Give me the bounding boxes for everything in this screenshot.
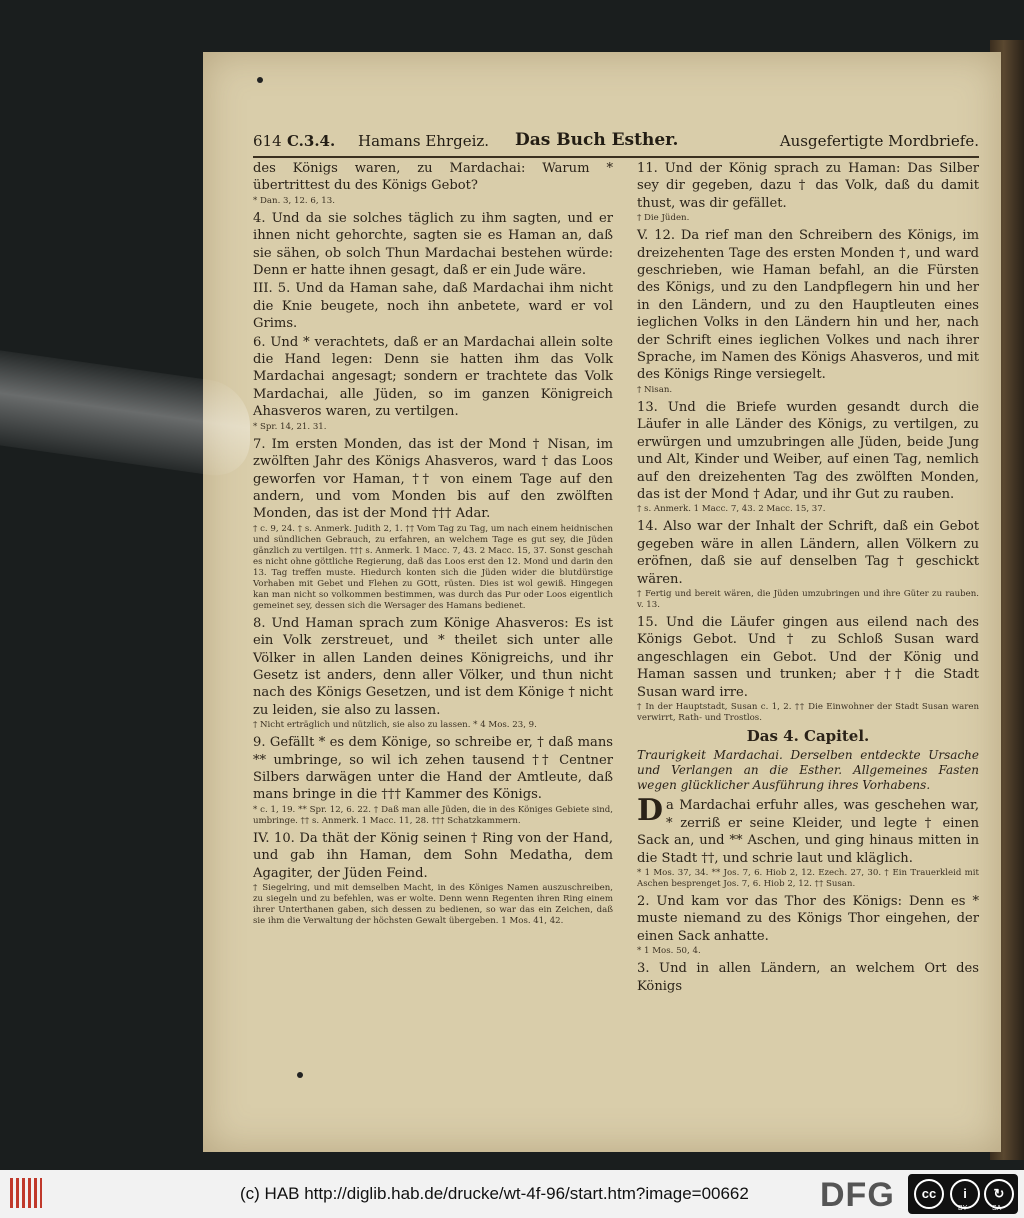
chapter-heading [637, 728, 979, 745]
verse-paragraph [253, 210, 613, 280]
cc-icon: cc [914, 1179, 944, 1209]
copyright-link[interactable]: (c) HAB http://diglib.hab.de/drucke/wt-4f-96/start.htm?image=00662 [240, 1184, 749, 1203]
left-text-column [253, 160, 613, 930]
right-text-column [637, 160, 979, 996]
text: 6. Und * verachtets, daß er an Mardachai allein solte die Hand legen: Denn sie hatten ihm das Volk Mardachai angesagt; sondern er trachtete das Volk Mardachai, alle Jüden, so im ganzen Königreich Ahasveros waren, zu vertilgen. [253, 334, 613, 420]
drop-capital: D [637, 793, 664, 829]
page-hole [257, 77, 263, 83]
verse-paragraph [253, 734, 613, 804]
text: † Nisan. [637, 384, 673, 395]
text: 13. Und die Briefe wurden gesandt durch die Läufer in alle Länder des Königs, zu vertilgen, zu erwürgen und umzubringen alle Jüden, beide Jung und Alt, Kinder und Weiber, auf einen Tag, nemlich auf den dreizehenten Tag des zwölften Monden, das ist der Mond † Adar, und ihr Gut zu rauben. [637, 399, 979, 502]
footnote [637, 868, 979, 890]
text: 3. Und in allen Ländern, an welchem Ort des Königs [637, 961, 979, 994]
text: 14. Also war der Inhalt der Schrift, daß ein Gebot gegeben wäre in allen Ländern, allen Völkern zu eröfnen, daß sie auf denselben Tag † geschickt wären. [637, 519, 979, 587]
footnote [637, 702, 979, 724]
by-person-icon: i [950, 1179, 980, 1209]
text: Das 4. Capitel. [746, 726, 870, 745]
text: † Siegelring, und mit demselben Macht, in des Königes Namen auszuschreiben, zu siegeln und zu befehlen, was er wolte. Denn wenn Regenten ihren Ring einem ihrer Unterthanen gaben, sich dessen zu bedienen, so war das ein Zeichen, daß sie ihm die Verwaltung der höchsten Gewalt übergeben. 1 Mos. 41, 42. [253, 883, 613, 926]
footnote [253, 422, 613, 433]
text: 9. Gefällt * es dem Könige, so schreibe er, † daß mans ** umbringe, so wil ich zehen tausend †† Centner Silbers darwägen unter die Hand der Amtleute, daß mans bringe in die ††† Kammer des Königs. [253, 735, 613, 803]
text: * 1 Mos. 50, 4. [637, 946, 701, 957]
verse-paragraph [253, 436, 613, 523]
text: des Königs waren, zu Mardachai: Warum * übertrittest du des Königs Gebot? [253, 161, 613, 194]
right-running-title: Ausgefertigte Mordbriefe. [779, 132, 979, 150]
footnote [637, 504, 979, 515]
verse-paragraph [253, 160, 613, 195]
running-header [253, 130, 979, 158]
sa-share-icon: ↻ [984, 1179, 1014, 1209]
license-by-label: BY [958, 1205, 968, 1212]
footnote [253, 196, 613, 207]
verse-paragraph [637, 893, 979, 945]
text: † Fertig und bereit wären, die Jüden umzubringen und ihre Güter zu rauben. v. 13. [637, 588, 979, 610]
left-running-title: Hamans Ehrgeiz. [358, 132, 490, 150]
text: Traurigkeit Mardachai. Derselben entdeckte Ursache und Verlangen an die Esther. Allgemeines Fasten wegen glücklicher Ausführung ihres Vorhabens. [637, 748, 979, 793]
footnote [637, 946, 979, 957]
text: IV. 10. Da thät der König seinen † Ring von der Hand, und gab ihn Haman, dem Sohn Medatha, dem Agagiter, der Jüden Feind. [253, 830, 613, 881]
footer-bar [0, 1170, 1024, 1218]
text: * 1 Mos. 37, 34. ** Jos. 7, 6. Hiob 2, 12. Ezech. 27, 30. † Ein Trauerkleid mit Aschen besprenget Jos. 7, 6. Hiob 2, 12. †† Susan. [637, 868, 979, 889]
footnote [253, 720, 613, 731]
text: III. 5. Und da Haman sahe, daß Mardachai ihm nicht die Knie beugete, noch ihn anbetete, ward er vol Grims. [253, 281, 613, 332]
text: † In der Hauptstadt, Susan c. 1, 2. †† Die Einwohner der Stadt Susan waren verwirrt, Rath- und Trostlos. [637, 701, 979, 723]
verse-paragraph [253, 280, 613, 332]
verse-paragraph [637, 227, 979, 384]
verse-paragraph [637, 399, 979, 503]
chapter-summary [637, 748, 979, 793]
footnote [637, 589, 979, 611]
text: 4. Und da sie solches täglich zu ihm sagten, und er ihnen nicht gehorchte, sagten sie es Haman an, daß sie sähen, ob solch Thun Mardachai bestehen würde: Denn er hatte ihnen gesagt, daß er ein Jude wäre. [253, 210, 613, 279]
verse-paragraph [253, 830, 613, 882]
verse-paragraph [253, 334, 613, 421]
text: 11. Und der König sprach zu Haman: Das Silber sey dir gegeben, dazu † das Volk, daß du damit thust, was dir gefället. [637, 161, 979, 211]
text: † c. 9, 24. † s. Anmerk. Judith 2, 1. †† Vom Tag zu Tag, um nach einem heidnischen und sündlichen Gebrauch, zu erfahren, an welchem Tage es gut sey, die Jüden gänzlich zu vertilgen. ††† s. Anmerk. 1 Macc. 7, 43. 2 Macc. 15, 37. Sonst geschah es nicht ohne göttliche Regierung, daß das Loos erst den 12. Mond und darin den 13. Tag treffen muste. Hiedurch konten sich die Jüden wider die blutdürstige Vorhaben mit Gebet und Flehen zu GOtt, rüsten. Dies ist wol gewiß. Hingegen kan man nicht so volkommen bestimmen, was durch das Pur oder Loos eigentlich gemeinet sey, dessen sich die Wersager des Hamans bedienet. [253, 523, 613, 611]
text: † s. Anmerk. 1 Macc. 7, 43. 2 Macc. 15, 37. [637, 504, 826, 515]
text: a Mardachai erfuhr alles, was geschehen war, * zerriß er seine Kleider, und legte † einen Sack an, und ** Aschen, und ging hinaus mitten in die Stadt ††, und schrie laut und kläglich. [637, 798, 979, 866]
verse-paragraph [637, 960, 979, 995]
text: 15. Und die Läufer gingen aus eilend nach des Königs Gebot. Und † zu Schloß Susan ward angeschlagen ein Gebot. Und der König und Haman sassen und trunken; aber †† die Stadt Susan ward irre. [637, 614, 979, 700]
page-number: 614 [253, 132, 282, 150]
text: * c. 1, 19. ** Spr. 12, 6. 22. † Daß man alle Jüden, die in des Königes Gebiete sind, umbringe. †† s. Anmerk. 1 Macc. 11, 28. ††† Schatzkammern. [253, 804, 613, 826]
text: † Nicht erträglich und nützlich, sie also zu lassen. * 4 Mos. 23, 9. [253, 720, 537, 731]
page-hole [297, 1072, 303, 1078]
verse-paragraph [637, 160, 979, 212]
license-sa-label: SA [992, 1205, 1002, 1212]
text: * Spr. 14, 21. 31. [253, 421, 327, 432]
verse-paragraph [637, 518, 979, 588]
dfg-logo[interactable]: DFG [820, 1176, 895, 1214]
book-title: Das Buch Esther. [515, 130, 679, 150]
verse-paragraph [637, 793, 979, 867]
verse-paragraph [637, 614, 979, 701]
verse-paragraph [253, 615, 613, 719]
footnote [637, 213, 979, 224]
text: 8. Und Haman sprach zum Könige Ahasveros: Es ist ein Volk zerstreuet, und * theilet sich unter alle Völker in allen Landen deines Königreichs, und ihr Gesetz ist anders, denn aller Völker, und thun nicht nach des Königs Gesetzen, und ist dem Könige † nicht zu leiden, sie also zu lassen. [253, 615, 613, 718]
footnote [637, 385, 979, 396]
cc-license-badge[interactable] [908, 1174, 1018, 1214]
text: * Dan. 3, 12. 6, 13. [253, 195, 335, 206]
text: 2. Und kam vor das Thor des Königs: Denn es * muste niemand zu des Königs Thor eingehen, der einen Sack anhatte. [637, 894, 979, 944]
text: † Die Jüden. [637, 213, 690, 224]
chapter-reference: C.3.4. [287, 132, 336, 150]
footnote [253, 883, 613, 927]
text: 7. Im ersten Monden, das ist der Mond † Nisan, im zwölften Jahr des Königs Ahasveros, ward † das Loos geworfen vor Haman, †† von einem Tage auf den andern, und vom Monden bis auf den zwölften Monden, das ist der Mond ††† Adar. [253, 436, 613, 522]
footnote [253, 524, 613, 612]
text: V. 12. Da rief man den Schreibern des Königs, im dreizehenten Tage des ersten Monden †, und ward geschrieben, wie Haman befahl, an die Fürsten des Königs, und zu den Landpflegern hin und her in den Ländern, und zu den Hauptleuten eines ieglichen Volks in den Ländern hin und her, nach der Schrift eines ieglichen Volkes und nach ihrer Sprache, im Namen des Königs Ahasveros, und mit des Königs Ringe versiegelt. [637, 228, 979, 383]
footnote [253, 805, 613, 827]
hab-barcode-icon [10, 1178, 42, 1208]
